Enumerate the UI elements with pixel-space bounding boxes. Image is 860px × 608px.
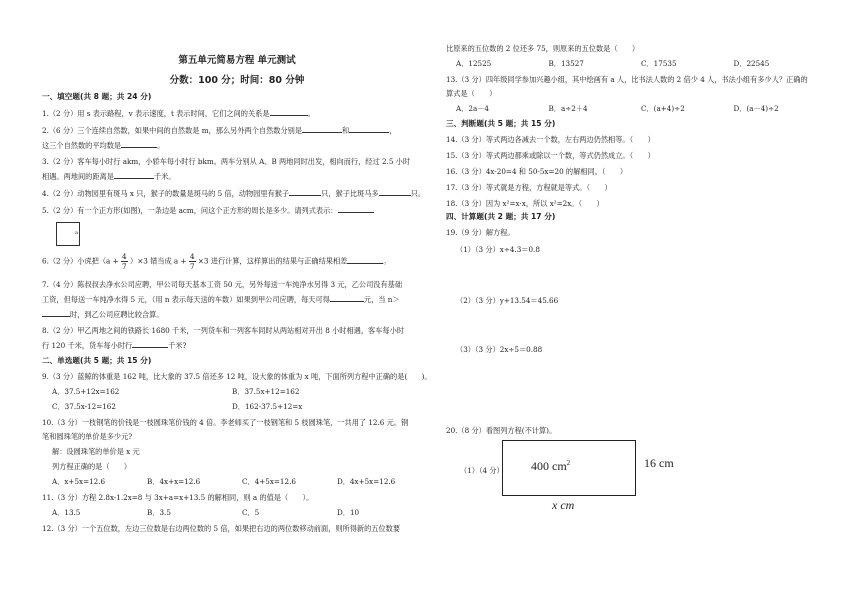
square-figure (56, 222, 80, 246)
option-a[interactable]: A．2a－4 (456, 104, 489, 113)
option-b[interactable]: B．37.5x+12=162 (232, 387, 300, 396)
section-calculation: 四、计算题(共 2 题；共 17 分) (446, 212, 556, 221)
question-2: 2.（6 分）三个连续自然数，如果中间的自然数是 m，那么另外两个自然数分别是 和 ， (42, 126, 397, 135)
page-title: 第五单元简易方程 单元测试 (178, 55, 296, 66)
rectangle-height-label: 16 cm (644, 456, 674, 470)
rectangle-shape (502, 440, 636, 496)
option-a[interactable]: A．13.5 (52, 508, 81, 517)
question-19-part-2: （2）（3 分）y+13.54＝45.66 (456, 296, 559, 305)
option-d[interactable]: D．10 (337, 508, 360, 517)
question-3: 3.（2 分）客车每小时行 akm，小轿车每小时行 bkm。两车分别从 A、B 两地同时出发，相向而行，经过 2.5 小时 (42, 157, 411, 166)
question-10-options (42, 476, 432, 487)
question-4: 4.（2 分）动物园里有斑马 x 只，猴子的数量是斑马的 5 倍，动物园里有猴子 只，猴子比斑马多 只。 (42, 189, 426, 198)
question-19-part-3: （3）（3 分）2x÷5＝0.88 (456, 345, 543, 354)
question-10: 10.（3 分）一枝钢笔的价钱是一枝圆珠笔价钱的 4 倍。李老师买了一枝钢笔和 5 枝圆珠笔，一共用了 12.6 元。钢 (42, 418, 409, 427)
option-d[interactable]: D．(a－4)÷2 (733, 104, 779, 113)
question-9-options (42, 386, 432, 397)
question-9-options-2 (42, 401, 432, 412)
left-column (42, 0, 432, 534)
question-5: 5.（2 分）有一个正方形(如图)，一条边是 acm，问这个正方形的周长是多少。请列式表示： (42, 204, 432, 216)
rectangle-width-label: x cm (552, 498, 575, 512)
option-c[interactable]: C．37.5x-12=162 (52, 402, 116, 411)
question-14: 14.（3 分）等式两边各减去一个数，左右两边仍然相等。（ ） (446, 135, 655, 144)
question-8-line2: 行 120 千米，货车每小时行 千米? (42, 341, 187, 350)
option-a[interactable]: A．37.5+12x=162 (52, 387, 120, 396)
fraction-4-7: $\frac{4}{7}$ (121, 252, 127, 271)
fraction-4-7: $\frac{4}{7}$ (189, 252, 195, 271)
option-b[interactable]: B．13527 (548, 59, 584, 68)
question-7-line3: 时，到乙公司应聘比较合算。 (42, 308, 432, 320)
question-10-solution: 解：设圆珠笔的单价是 x 元 (52, 447, 140, 456)
question-17: 17.（3 分）等式就是方程，方程就是等式。（ ） (446, 183, 612, 192)
rectangle-area-label: 400 $cm^2$ (531, 459, 571, 473)
right-column (446, 0, 826, 512)
question-1: 1.（2 分）用 s 表示路程，v 表示速度，t 表示时间，它们之间的关系是 。 (42, 109, 315, 118)
question-19: 19.（9 分）解方程。 (446, 228, 515, 237)
question-20: 20.（8 分）看图列方程(不计算)。 (446, 426, 557, 435)
option-c[interactable]: C．(a+4)÷2 (641, 104, 685, 113)
option-a[interactable]: A．12525 (456, 59, 492, 68)
score-time: 分数：100 分；时间：80 分钟 (169, 75, 305, 86)
question-16: 16.（3 分）4x-20=4 和 50-5x=20 的解相同。（ ） (446, 167, 628, 176)
question-13-line2: 算式是（ ） (446, 89, 497, 98)
question-11: 11.（3 分）方程 2.8x-1.2x=8 与 3x+a=x+13.5 的解相同，则 a 的值是（ ）。 (42, 493, 314, 502)
option-d[interactable]: D．162-37.5+12=x (232, 402, 303, 411)
option-d[interactable]: D．22545 (733, 59, 770, 68)
question-11-options (42, 507, 432, 518)
question-12: 12.（3 分）一个五位数，左边三位数是右边两位数的 5 倍，如果把右边的两位数移动前面，则所得新的五位数要 (42, 524, 401, 533)
option-c[interactable]: C．5 (242, 508, 260, 517)
question-20-part-1: （1）（4 分） (460, 466, 504, 475)
question-3-line2: 相遇。两地间的距离是 千米。 (42, 172, 176, 181)
option-a[interactable]: A．x+5x=12.6 (52, 477, 106, 486)
section-fill-in: 一、填空题(共 8 题；共 24 分) (42, 92, 152, 101)
question-8: 8.（2 分）甲乙两地之间的铁路长 1680 千米，一列货车和一列客车同时从两站相对开出 8 小时相遇，客车每小时 (42, 326, 404, 335)
question-12-line2: 比原来的五位数的 2 位还多 75，则原来的五位数是（ ） (446, 44, 640, 53)
question-6: 6.（2 分）小虎把（a + $\frac{4}{7}$ ）×3 错当成 a + $\frac{4}{7}$ ×3 进行计算，这样算出的结果与正确结果相差 。 (42, 252, 391, 271)
option-b[interactable]: B．a÷2＋4 (548, 104, 588, 113)
question-10-equation-prompt: 列方程正确的是（ ） (52, 462, 132, 471)
question-13: 13.（3 分）四年级同学参加兴趣小组，其中绘画有 a 人，比书法人数的 2 倍少 4 人，书法小组有多少人？正确的 (446, 75, 808, 84)
question-12-options (446, 58, 826, 69)
question-10-line2: 笔和圆珠笔的单价是多少元? (42, 432, 133, 441)
question-13-options (446, 103, 826, 114)
question-7: 7.（4 分）陈叔叔去净水公司应聘，甲公司每天基本工资 50 元，另外每送一车纯净水另得 3 元，乙公司没有基础 (42, 280, 403, 289)
section-true-false: 三、判断题(共 5 题；共 15 分) (446, 119, 556, 128)
question-9: 9.（3 分）蓝鲸的体重是 162 吨，比大象的 37.5 倍还多 12 吨，设大象的体重为 x 吨，下面所列方程中正确的是( )。 (42, 372, 432, 381)
section-single-choice: 二、单选题(共 5 题；共 15 分) (42, 356, 152, 365)
question-15: 15.（3 分）等式两边都乘或除以一个数，等式仍然成立。（ ） (446, 151, 655, 160)
option-c[interactable]: C．17535 (641, 59, 677, 68)
question-7-line2: 工资，但每送一车纯净水得 5 元，（用 n 表示每天送的车数）如果到甲公司应聘，每天可得 元，当 n＞ (42, 295, 400, 304)
option-b[interactable]: B．4x+x=12.6 (147, 477, 201, 486)
question-18: 18.（3 分）因为 x²=x·x，所以 x²=2x。（ ） (446, 199, 604, 208)
rectangle-figure (446, 440, 746, 520)
option-d[interactable]: D．4x+5x=12.6 (337, 477, 396, 486)
option-c[interactable]: C．4+5x=12.6 (242, 477, 296, 486)
question-2-line2: 这三个自然数的平均数是 。 (42, 141, 165, 150)
question-19-part-1: （1）（3 分）x÷4.3＝0.8 (456, 245, 540, 254)
option-b[interactable]: B．3.5 (147, 508, 171, 517)
